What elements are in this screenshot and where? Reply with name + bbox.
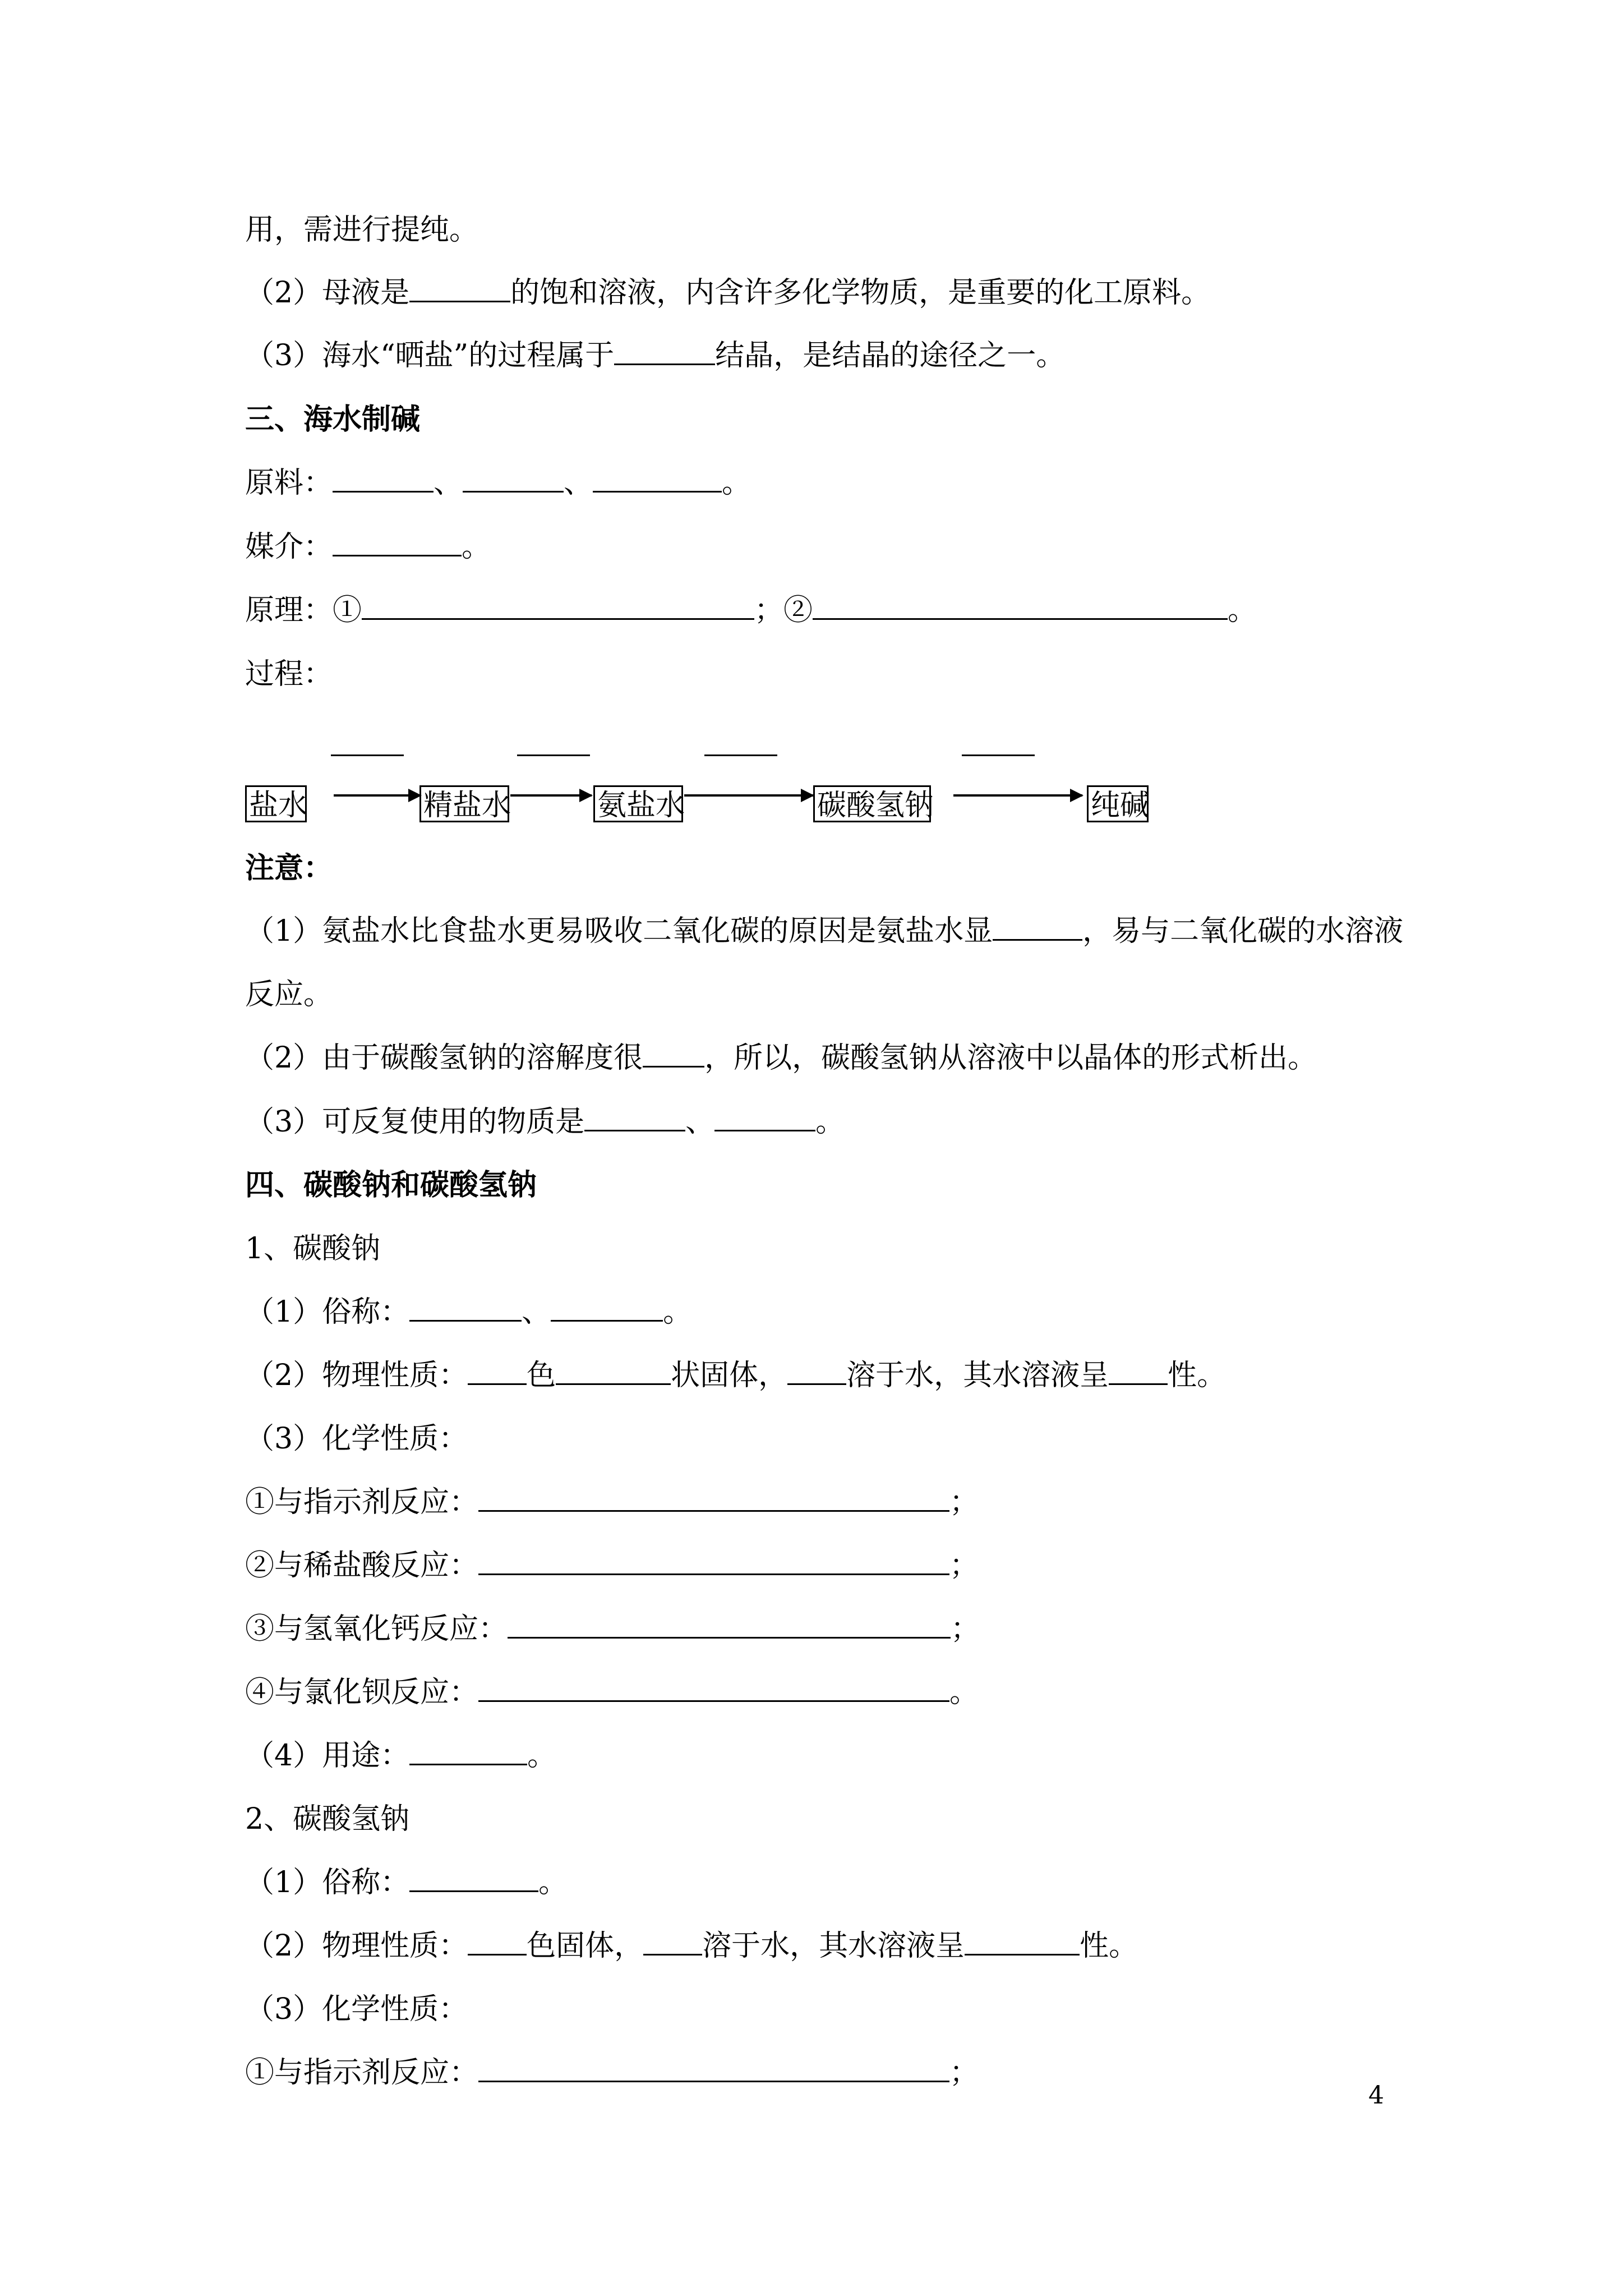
blank[interactable] xyxy=(813,591,1228,620)
note-2-line: （2）由于碳酸氢钠的溶解度很 ，所以，碳酸氢钠从溶液中以晶体的形式析出。 xyxy=(245,1038,1317,1078)
note-1-continued: 反应。 xyxy=(245,978,333,1011)
blank[interactable] xyxy=(409,1293,522,1322)
physical-properties-line: （2）物理性质： 色 状固体， 溶于水，其水溶液呈 性。 xyxy=(245,1356,1226,1395)
chemical-properties-label: （3）化学性质： xyxy=(245,1422,468,1456)
flow-arrow-4 xyxy=(953,794,1082,797)
blank[interactable] xyxy=(551,1293,663,1322)
mother-liquor-line: （2）母液是 的饱和溶液，内含许多化学物质，是重要的化工原料。 xyxy=(245,273,1210,312)
note-heading: 注意： xyxy=(245,851,333,885)
blank[interactable] xyxy=(409,274,510,302)
flow-arrow-2 xyxy=(510,794,592,797)
medium-line: 媒介： 。 xyxy=(245,527,491,567)
blank[interactable] xyxy=(965,1927,1080,1955)
blank[interactable] xyxy=(333,464,434,493)
flow-blank-3[interactable] xyxy=(704,754,777,756)
flow-box-soda-ash: 纯碱 xyxy=(1087,785,1149,822)
sodium-carbonate-heading: 1、碳酸钠 xyxy=(245,1232,381,1266)
blank[interactable] xyxy=(468,1356,527,1385)
page-number: 4 xyxy=(1368,2081,1384,2110)
blank[interactable] xyxy=(409,1737,527,1765)
blank[interactable] xyxy=(787,1356,846,1385)
section-heading-3: 三、海水制碱 xyxy=(245,402,421,436)
sodium-bicarbonate-heading: 2、碳酸氢钠 xyxy=(245,1802,410,1836)
principle-line: 原理：① ；② 。 xyxy=(245,591,1257,630)
blank[interactable] xyxy=(478,1483,949,1512)
flow-arrow-1 xyxy=(334,794,421,797)
flow-box-sodium-bicarbonate: 碳酸氢钠 xyxy=(813,785,931,822)
uses-line: （4）用途： 。 xyxy=(245,1736,556,1775)
bicarb-reaction-line-1: ①与指示剂反应： ； xyxy=(245,2053,979,2092)
blank[interactable] xyxy=(362,591,754,620)
blank[interactable] xyxy=(478,1673,949,1702)
process-label: 过程： xyxy=(245,657,333,691)
blank[interactable] xyxy=(508,1610,951,1639)
flow-arrow-3 xyxy=(684,794,813,797)
flow-box-refined-brine: 精盐水 xyxy=(419,785,509,822)
sea-salt-line: （3）海水“晒盐”的过程属于 结晶，是结晶的途径之一。 xyxy=(245,336,1065,375)
blank[interactable] xyxy=(409,1864,538,1892)
bicarb-chemical-properties-label: （3）化学性质： xyxy=(245,1993,468,2026)
reaction-line-4: ④与氯化钡反应： 。 xyxy=(245,1673,979,1712)
section-heading-4: 四、碳酸钠和碳酸氢钠 xyxy=(245,1168,537,1202)
blank[interactable] xyxy=(478,2054,949,2082)
blank[interactable] xyxy=(333,528,462,556)
blank[interactable] xyxy=(643,1927,702,1955)
note-1-line: （1）氨盐水比食盐水更易吸收二氧化碳的原因是氨盐水显 ，易与二氧化碳的水溶液 xyxy=(245,912,1403,951)
reaction-line-2: ②与稀盐酸反应： ； xyxy=(245,1546,979,1585)
flow-box-brine: 盐水 xyxy=(245,785,307,822)
bicarb-physical-properties-line: （2）物理性质： 色固体， 溶于水，其水溶液呈 性。 xyxy=(245,1926,1138,1966)
blank[interactable] xyxy=(993,912,1082,941)
note-3-line: （3）可反复使用的物质是 、 。 xyxy=(245,1102,845,1142)
blank[interactable] xyxy=(478,1547,949,1575)
flow-box-ammonia-brine: 氨盐水 xyxy=(593,785,683,822)
blank[interactable] xyxy=(593,464,722,493)
blank[interactable] xyxy=(463,464,564,493)
common-name-line: （1）俗称： 、 。 xyxy=(245,1292,692,1332)
blank[interactable] xyxy=(584,1103,685,1131)
blank[interactable] xyxy=(1109,1356,1168,1385)
bicarb-common-name-line: （1）俗称： 。 xyxy=(245,1863,568,1902)
blank[interactable] xyxy=(714,1103,815,1131)
blank[interactable] xyxy=(468,1927,527,1955)
text-line-1: 用，需进行提纯。 xyxy=(245,213,479,247)
reaction-line-1: ①与指示剂反应： ； xyxy=(245,1483,979,1522)
raw-materials-line: 原料： 、 、 。 xyxy=(245,463,751,503)
blank[interactable] xyxy=(643,1039,704,1068)
blank[interactable] xyxy=(556,1356,671,1385)
blank[interactable] xyxy=(614,337,715,365)
flow-blank-2[interactable] xyxy=(517,754,590,756)
reaction-line-3: ③与氢氧化钙反应： ； xyxy=(245,1609,980,1649)
flow-blank-4[interactable] xyxy=(962,754,1035,756)
flow-blank-1[interactable] xyxy=(331,754,404,756)
